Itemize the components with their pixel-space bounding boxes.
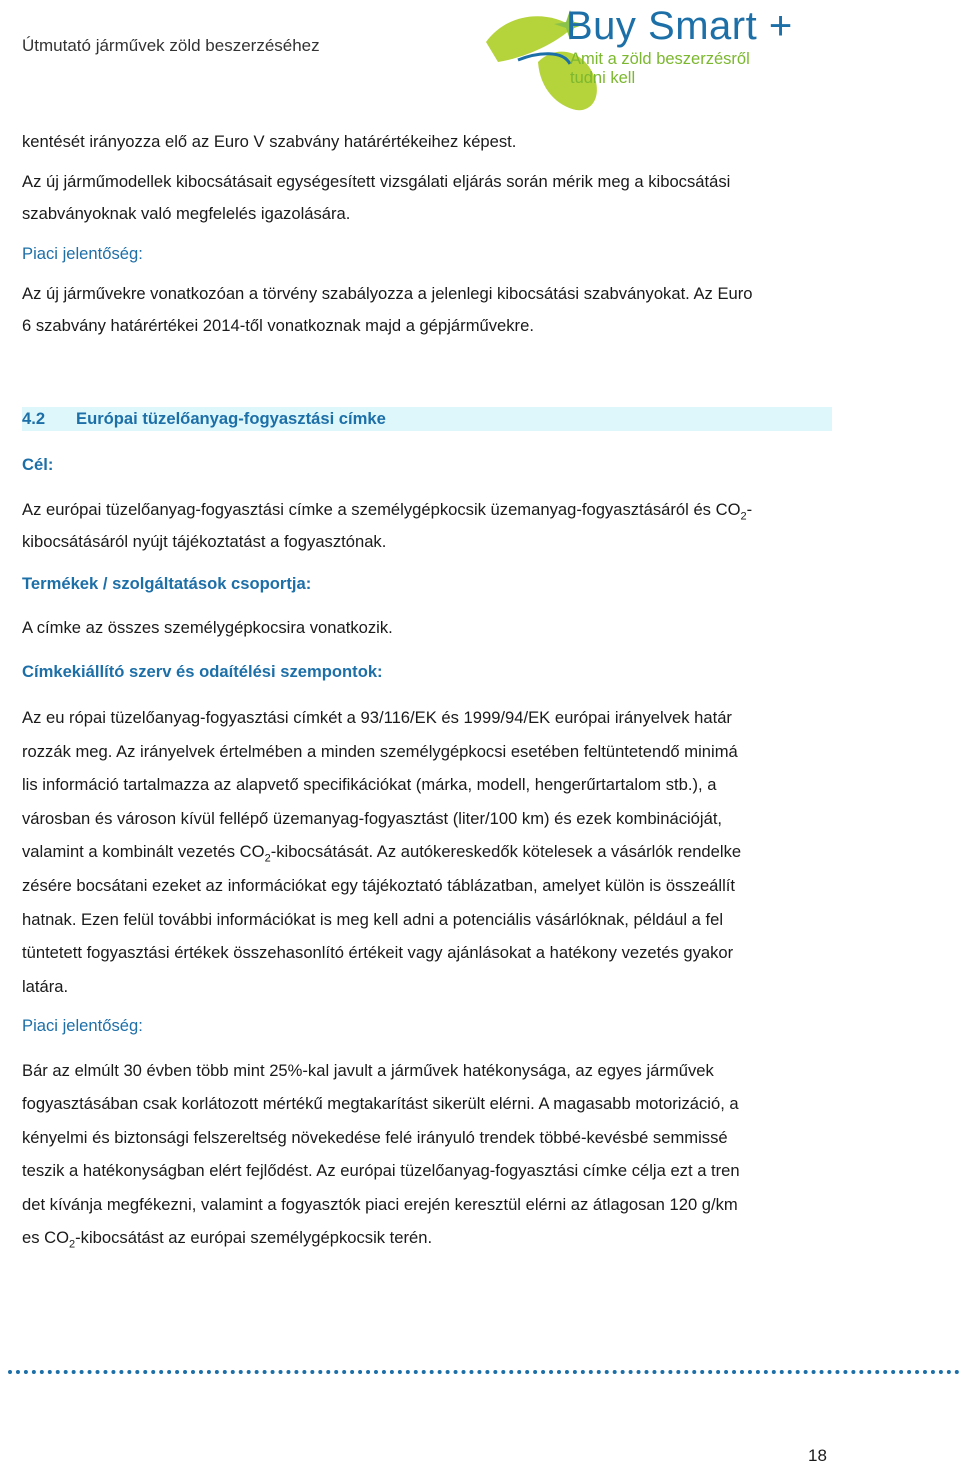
issuer-line-1: Az eu rópai tüzelőanyag-fogyasztási címkét a 93/116/EK és 1999/94/EK európai irányelvek határ — [22, 708, 732, 727]
products-text: A címke az összes személygépkocsira vonatkozik. — [22, 618, 393, 637]
section-heading — [22, 407, 832, 431]
market-line-1: Bár az elmúlt 30 évben több mint 25%-kal javult a járművek hatékonysága, az egyes járművek — [22, 1061, 714, 1080]
market-significance-label-1: Piaci jelentőség: — [22, 244, 143, 263]
market-line-6-b: -kibocsátást az európai személygépkocsik terén. — [75, 1228, 433, 1248]
issuer-line-2: rozzák meg. Az irányelvek értelmében a minden személygépkocsi esetében feltüntetendő minimá — [22, 741, 738, 761]
section-title: Európai tüzelőanyag-fogyasztási címke — [76, 409, 386, 428]
intro-paragraph-3-line-2: 6 szabvány határértékei 2014-től vonatkoznak majd a gépjárművekre. — [22, 316, 534, 335]
intro-paragraph-2-line-2: szabványoknak való megfelelés igazolására. — [22, 204, 351, 223]
issuer-line-8: tüntetett fogyasztási értékek összehasonlító értékeit vagy ajánlásokat a hatékony vezetés gyakor — [22, 943, 734, 963]
issuer-line-5-a: valamint a kombinált vezetés CO — [22, 842, 265, 862]
market-line-3: kényelmi és biztonsági felszereltség növekedése felé irányuló trendek többé-kevésbé semmissé — [22, 1127, 728, 1147]
issuer-line-4: városban és városon kívül fellépő üzemanyag-fogyasztást (liter/100 km) és ezek kombinációját, — [22, 808, 723, 828]
issuer-line-7: hatnak. Ezen felül további információkat is meg kell adni a potenciális vásárlóknak, például a fel — [22, 909, 724, 929]
market-line-2: fogyasztásában csak korlátozott mértékű megtakarítást sikerült elérni. A magasabb motorizáció, a — [22, 1094, 739, 1114]
section-number: 4.2 — [22, 409, 46, 428]
goal-paragraph — [22, 494, 832, 558]
issuer-label: Címkekiállító szerv és odaítélési szempontok: — [22, 662, 383, 681]
intro-paragraph-2 — [22, 166, 832, 230]
intro-paragraph-3 — [22, 278, 832, 342]
footer-dotted-rule — [8, 1370, 960, 1374]
goal-text-b: - — [746, 500, 753, 519]
issuer-line-9: latára. — [22, 976, 69, 996]
goal-paragraph-line-1 — [22, 494, 832, 526]
intro-paragraph-2-line-1: Az új járműmodellek kibocsátásait egységesített vizsgálati eljárás során mérik meg a kibocsátási — [22, 172, 731, 191]
intro-paragraph-3-line-1: Az új járművekre vonatkozóan a törvény szabályozza a jelenlegi kibocsátási szabványokat. Az Euro — [22, 284, 753, 303]
issuer-line-3: lis információ tartalmazza az alapvető specifikációkat (márka, modell, hengerűrtartalom stb.), a — [22, 775, 717, 795]
page-number: 18 — [808, 1446, 827, 1465]
goal-label: Cél: — [22, 455, 54, 474]
issuer-line-5 — [22, 835, 832, 869]
market-line-6-a: es CO — [22, 1228, 70, 1248]
issuer-subscript: 2 — [264, 852, 271, 865]
logo-name: Buy Smart + — [566, 4, 793, 48]
market-subscript: 2 — [69, 1238, 76, 1251]
logo-tagline-line1: Amit a zöld beszerzésről — [570, 50, 750, 68]
market-line-4: teszik a hatékonyságban elért fejlődést. Az európai tüzelőanyag-fogyasztási címke célja ezt a tren — [22, 1161, 740, 1181]
market-paragraph — [22, 1054, 832, 1254]
market-line-6 — [22, 1221, 832, 1254]
market-significance-label-2: Piaci jelentőség: — [22, 1016, 143, 1035]
document-header-title: Útmutató járművek zöld beszerzéséhez — [22, 36, 320, 55]
goal-text-a: Az európai tüzelőanyag-fogyasztási címke a személygépkocsik üzemanyag-fogyasztásáról és CO — [22, 500, 741, 519]
buy-smart-logo — [478, 2, 948, 114]
logo-tagline-line2: tudni kell — [570, 69, 636, 87]
issuer-paragraph — [22, 701, 832, 1003]
issuer-line-6: zésére bocsátani ezeket az információkat egy tájékoztató táblázatban, amelyet külön is összeállít — [22, 875, 735, 895]
goal-paragraph-line-2: kibocsátásáról nyújt tájékoztatást a fogyasztónak. — [22, 532, 387, 551]
market-line-5: det kívánja megfékezni, valamint a fogyasztók piaci erején keresztül elérni az átlagosan 120 g/km — [22, 1194, 738, 1214]
goal-subscript: 2 — [740, 510, 747, 523]
logo-tagline — [570, 50, 870, 88]
issuer-line-5-b: -kibocsátását. Az autókereskedők kötelesek a vásárlók rendelke — [270, 842, 742, 862]
products-label: Termékek / szolgáltatások csoportja: — [22, 574, 312, 593]
intro-line: kentését irányozza elő az Euro V szabvány határértékeihez képest. — [22, 132, 517, 151]
